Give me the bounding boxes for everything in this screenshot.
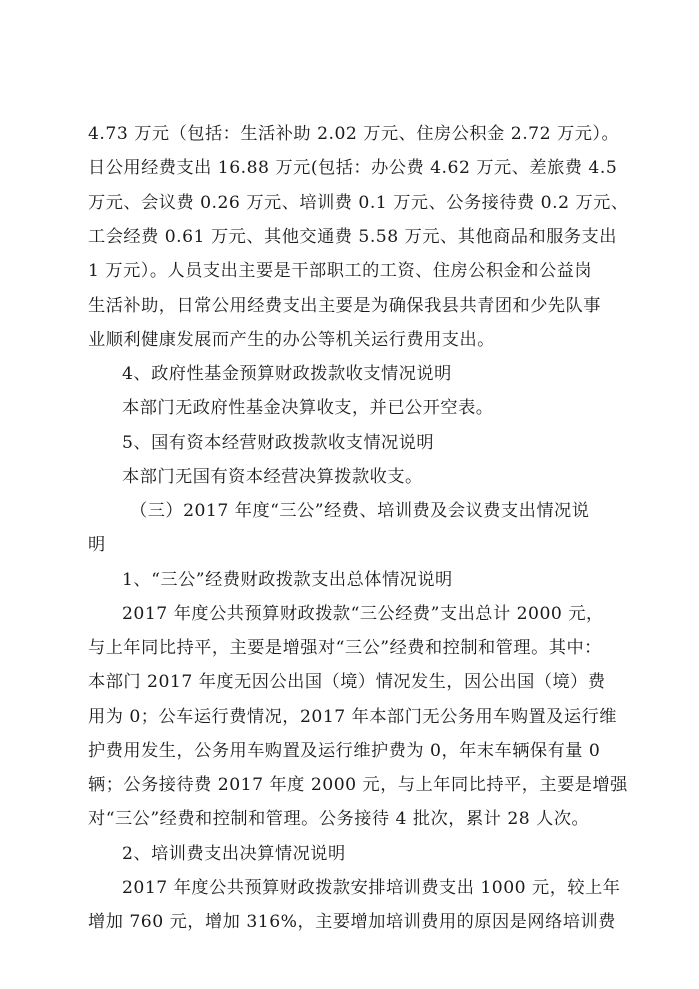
paragraph-line: 用为 0；公车运行费情况，2017 年本部门无公务用车购置及运行维	[88, 707, 617, 727]
section-heading: （三）2017 年度“三公”经费、培训费及会议费支出情况说	[130, 501, 590, 521]
section-heading: 2、培训费支出决算情况说明	[122, 844, 346, 864]
paragraph-line: 日公用经费支出 16.88 万元(包括：办公费 4.62 万元、差旅费 4.5	[88, 158, 618, 178]
paragraph-line: 本部门无国有资本经营决算拨款收支。	[122, 467, 423, 487]
paragraph-line: 本部门无政府性基金决算收支，并已公开空表。	[122, 398, 494, 418]
paragraph-line: 万元、会议费 0.26 万元、培训费 0.1 万元、公务接待费 0.2 万元、	[88, 193, 629, 213]
section-heading: 4、政府性基金预算财政拨款收支情况说明	[122, 364, 452, 384]
section-heading: 明	[88, 535, 106, 555]
paragraph-line: 2017 年度公共预算财政拨款安排培训费支出 1000 元，较上年	[122, 878, 621, 898]
section-heading: 5、国有资本经营财政拨款收支情况说明	[122, 433, 435, 453]
paragraph-line: 辆；公务接待费 2017 年度 2000 元，与上年同比持平，主要是增强	[88, 775, 628, 795]
paragraph-line: 对“三公”经费和控制和管理。公务接待 4 批次，累计 28 人次。	[88, 809, 590, 829]
paragraph-line: 与上年同比持平，主要是增强对“三公”经费和控制和管理。其中：	[88, 638, 602, 658]
paragraph-line: 护费用发生，公务用车购置及运行维护费为 0，年末车辆保有量 0	[88, 741, 601, 761]
paragraph-line: 业顺利健康发展而产生的办公等机关运行费用支出。	[88, 330, 495, 350]
paragraph-line: 4.73 万元（包括：生活补助 2.02 万元、住房公积金 2.72 万元）。	[88, 124, 620, 144]
paragraph-line: 工会经费 0.61 万元、其他交通费 5.58 万元、其他商品和服务支出	[88, 227, 617, 247]
paragraph-line: 2017 年度公共预算财政拨款“三公经费”支出总计 2000 元，	[122, 604, 604, 624]
paragraph-line: 增加 760 元，增加 316%，主要增加培训费用的原因是网络培训费	[88, 912, 616, 932]
section-heading: 1、“三公”经费财政拨款支出总体情况说明	[122, 570, 453, 590]
paragraph-line: 本部门 2017 年度无因公出国（境）情况发生，因公出国（境）费	[88, 672, 606, 692]
paragraph-line: 1 万元）。人员支出主要是干部职工的工资、住房公积金和公益岗	[88, 261, 593, 281]
paragraph-line: 生活补助，日常公用经费支出主要是为确保我县共青团和少先队事	[88, 296, 601, 316]
